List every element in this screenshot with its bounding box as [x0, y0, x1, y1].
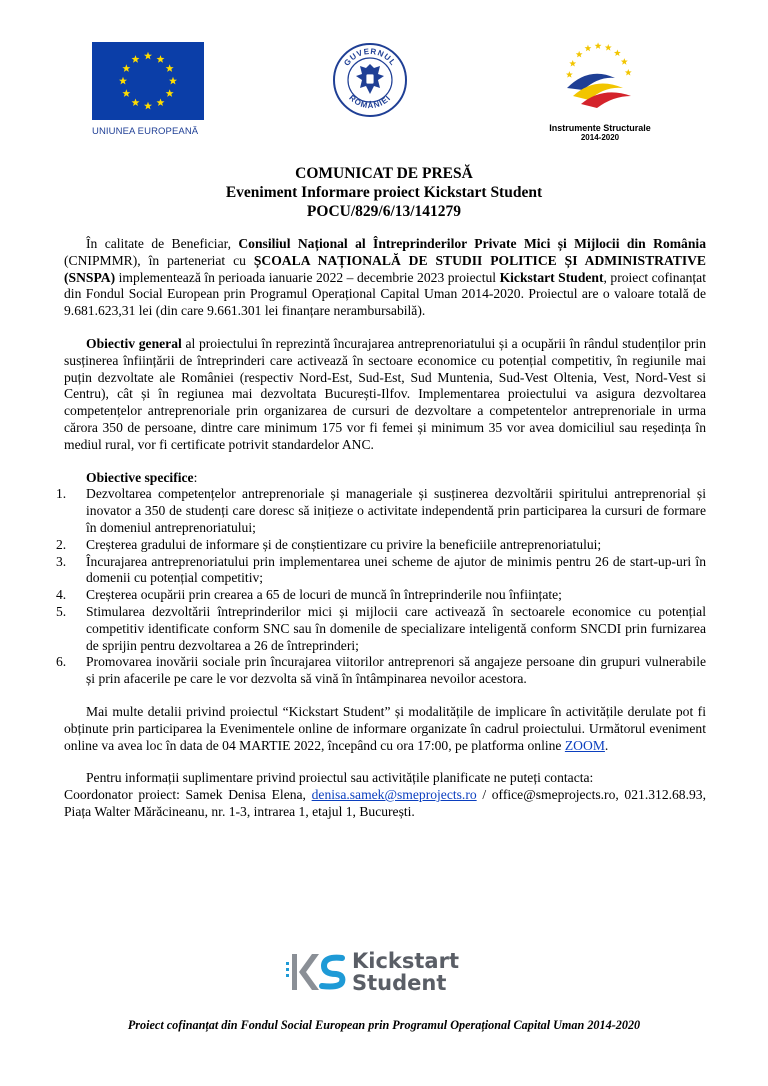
logo-row — [0, 38, 768, 148]
contact-intro: Pentru informații suplimentare privind proiectul sau activitățile planificate ne puteți contacta: — [86, 770, 594, 786]
intro-text-1: În calitate de Beneficiar, — [86, 236, 239, 251]
intro-text-2: (CNIPMMR), în parteneriat cu — [64, 252, 254, 268]
coordinator-text: Coordonator proiect: Samek Denisa Elena, — [64, 787, 312, 803]
project-name: Kickstart Student — [499, 269, 604, 285]
details-text: Mai multe detalii privind proiectul “Kickstart Student” și modalitățile de implicare în activitățile derulate pot fi obținute prin participarea la Evenimentele online de informare organizate în cadrul proiectului. Următorul eveniment online va avea loc în data de 04 MARTIE 2022, începând cu ora 17:00, pe platforma online — [64, 703, 706, 753]
wordmark-line-2: Student — [352, 971, 447, 995]
star-icon — [625, 69, 632, 76]
kickstart-student-logo — [286, 948, 486, 1000]
general-objective-text: al proiectului în reprezintă încurajarea antreprenoriatului și a ocupării în rândul studenților prin susținerea înființării de întreprinderi care activează în sectoare economice cu potențial competitiv, în regiunile mai puțin dezvoltate ale României (respectiv Nord-Est, Sud-Est, Sud Muntenia, Sud-Vest Oltenia, Vest, Nord-Vest si Centru), cât și în regiunea mai dezvoltata București-Ilfov. Implementarea proiectului va asigura dezvoltarea competențelor antreprenoriale prin organizarea de cursuri de dezvoltare a competentelor antreprenoriale in urma cărora 350 de persoane, dintre care minimum 175 vor fi femei și minimum 35 vor avea domiciliul sau reședința în mediul rural, vor fi certificate potrivit standardelor ANC. — [64, 335, 706, 452]
eu-logo — [92, 42, 204, 137]
intro-paragraph — [64, 236, 706, 320]
list-item — [56, 654, 706, 688]
title-line-1: COMUNICAT DE PRESĂ — [295, 165, 473, 182]
star-icon — [621, 58, 628, 65]
list-item — [56, 553, 706, 588]
general-objective-label: Obiectiv general — [86, 335, 182, 351]
eu-flag-icon — [92, 42, 204, 120]
specific-objectives-list — [56, 486, 706, 688]
zoom-link[interactable]: ZOOM — [564, 737, 605, 753]
partner-name: ȘCOALA NAȚIONALĂ DE STUDII POLITICE ȘI ADMINISTRATIVE (SNSPA) — [64, 252, 707, 285]
svg-text:ROMÂNIEI — [347, 93, 392, 110]
details-end: . — [604, 737, 609, 753]
is-years: 2014-2020 — [580, 133, 620, 142]
star-icon — [605, 44, 612, 51]
star-icon — [595, 42, 602, 49]
government-logo — [332, 42, 408, 118]
list-item-number: 5. — [56, 603, 67, 619]
star-icon — [566, 71, 573, 78]
list-item-text: Stimularea dezvoltării întreprinderilor mici și mijlocii care activează în sectoarele economice cu potențial competitiv identificate conform SNC sau în domenile de specializare inteligentă conform SNCDI prin furnizarea de sprijin pentru dezvoltarea a 26 de întreprinderi; — [86, 603, 706, 653]
star-icon — [569, 60, 576, 67]
list-item-text: Creșterea ocupării prin crearea a 65 de locuri de muncă în întreprinderile nou înființate; — [86, 587, 562, 603]
is-caption: Instrumente Structurale — [549, 123, 651, 133]
kickstart-wordmark — [352, 950, 459, 994]
title-line-2: Eveniment Informare proiect Kickstart Student — [225, 184, 543, 201]
intro-text-3: implementează în perioada ianuarie 2022 – decembrie 2023 proiectul — [115, 269, 500, 285]
specific-objectives-colon: : — [193, 469, 198, 485]
list-item — [56, 486, 706, 536]
document-body — [56, 236, 707, 821]
specific-objectives-heading — [86, 470, 706, 487]
list-item-number: 6. — [56, 654, 67, 670]
list-item — [56, 536, 706, 554]
details-paragraph — [64, 704, 706, 754]
coordinator-email-link[interactable]: denisa.samek@smeprojects.ro — [311, 787, 477, 803]
wordmark-line-1: Kickstart — [352, 949, 459, 973]
seal-top-text: GUVERNUL — [342, 46, 398, 68]
cofinancing-footer: Proiect cofinanțat din Fondul Social European prin Programul Operațional Capital Uman 2014-2020 — [127, 1018, 641, 1032]
government-seal-icon — [332, 42, 408, 118]
contact-address: / office@smeprojects.ro, 021.312.68.93, Piața Walter Mărăcineanu, nr. 1-3, intrarea 1, etajul 1, București. — [64, 787, 706, 819]
seal-bottom-text: ROMÂNIEI — [347, 93, 393, 111]
star-icon — [576, 51, 583, 58]
list-item-text: Dezvoltarea competențelor antreprenoriale și manageriale și susținerea dezvoltării spiritului antreprenorial și inovator a 350 de studenți care doresc să inițieze o activitate independentă prin participarea la cursuri de formare în domeniul antreprenoriatului; — [86, 486, 706, 535]
star-icon — [585, 45, 592, 52]
list-item-text: Încurajarea antreprenoriatului prin implementarea unei scheme de ajutor de minimis pentru 26 de start-up-uri în domenii cu potențial competitiv; — [86, 553, 706, 586]
beneficiary-name: Consiliul Național al Întreprinderilor Private Mici și Mijlocii din România — [238, 236, 706, 251]
list-item-number: 3. — [56, 553, 67, 569]
list-item — [56, 587, 706, 604]
intro-text-4: , proiect cofinanțat din Fondul Social European prin Programul Operațional Capital Uman 2014-2020. Proiectul are o valoare totală de 9.681.623,31 lei (din care 9.661.301 lei finanțare nerambursabilă). — [64, 269, 706, 319]
eu-caption: UNIUNEA EUROPEANĂ — [92, 126, 199, 137]
press-release-title — [0, 164, 768, 221]
list-item — [56, 603, 706, 654]
star-icon — [614, 50, 621, 57]
kickstart-ks-icon — [286, 948, 346, 996]
title-line-3: POCU/829/6/13/141279 — [306, 203, 462, 220]
structural-instruments-logo — [540, 38, 660, 142]
general-objective-paragraph — [64, 336, 706, 454]
list-item-number: 2. — [56, 536, 67, 552]
specific-objectives-label: Obiective specifice — [86, 469, 194, 485]
list-item-number: 4. — [56, 587, 67, 603]
structural-instruments-icon — [559, 38, 641, 116]
list-item-number: 1. — [56, 486, 67, 502]
list-item-text: Creșterea gradului de informare și de conștientizare cu privire la beneficiile antreprenoriatului; — [86, 536, 602, 552]
list-item-text: Promovarea inovării sociale prin încurajarea viitorilor antreprenori să angajeze persoane din grupuri vulnerabile și prin afacerile pe care le vor dezvolta să vină în întâmpinarea nevoilor acestora. — [86, 654, 706, 687]
contact-paragraph — [64, 787, 706, 821]
